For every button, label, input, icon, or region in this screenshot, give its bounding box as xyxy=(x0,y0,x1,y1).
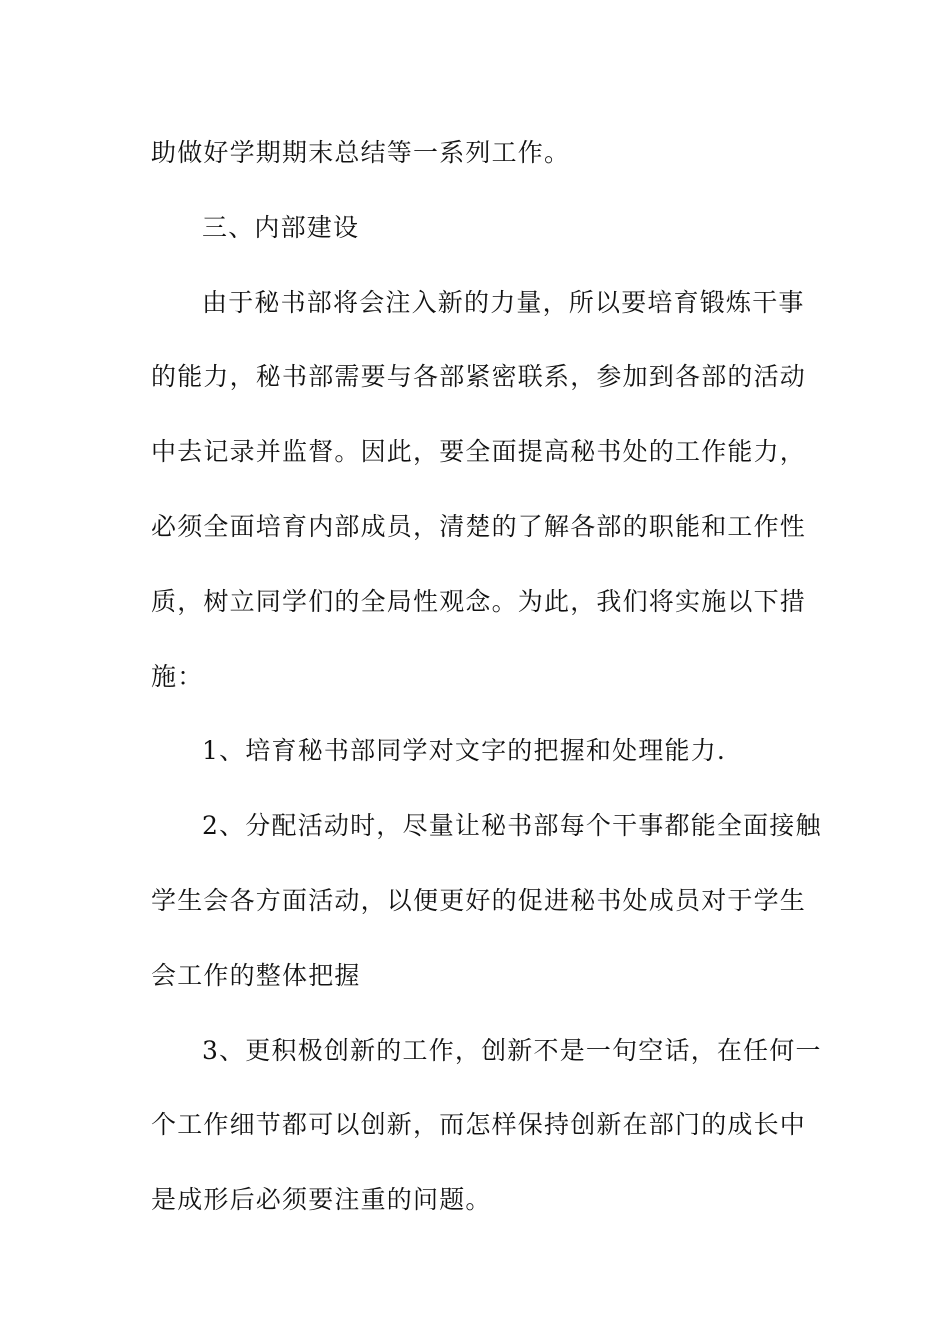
paragraph-line: 由于秘书部将会注入新的力量，所以要培育锻炼干事 xyxy=(202,287,805,317)
paragraph-line: 会工作的整体把握 xyxy=(151,960,361,990)
paragraph-line: 是成形后必须要注重的问题。 xyxy=(151,1185,492,1215)
paragraph-line: 质，树立同学们的全局性观念。为此，我们将实施以下措 xyxy=(151,586,807,616)
paragraph-line: 施： xyxy=(151,661,204,691)
paragraph-line: 学生会各方面活动，以便更好的促进秘书处成员对于学生 xyxy=(151,885,807,915)
document-body xyxy=(151,130,822,1252)
list-item: 2、分配活动时，尽量让秘书部每个干事都能全面接触 xyxy=(202,811,822,841)
section-heading: 三、内部建设 xyxy=(202,212,360,242)
list-item: 1、培育秘书部同学对文字的把握和处理能力. xyxy=(202,736,727,766)
paragraph-line: 个工作细节都可以创新，而怎样保持创新在部门的成长中 xyxy=(151,1110,807,1140)
paragraph-line: 必须全面培育内部成员，清楚的了解各部的职能和工作性 xyxy=(151,511,807,541)
paragraph-line: 的能力，秘书部需要与各部紧密联系，参加到各部的活动 xyxy=(151,362,807,392)
list-item: 3、更积极创新的工作，创新不是一句空话，在任何一 xyxy=(202,1035,822,1065)
paragraph-line: 中去记录并监督。因此，要全面提高秘书处的工作能力， xyxy=(151,437,807,467)
paragraph-line: 助做好学期期末总结等一系列工作。 xyxy=(151,138,571,167)
